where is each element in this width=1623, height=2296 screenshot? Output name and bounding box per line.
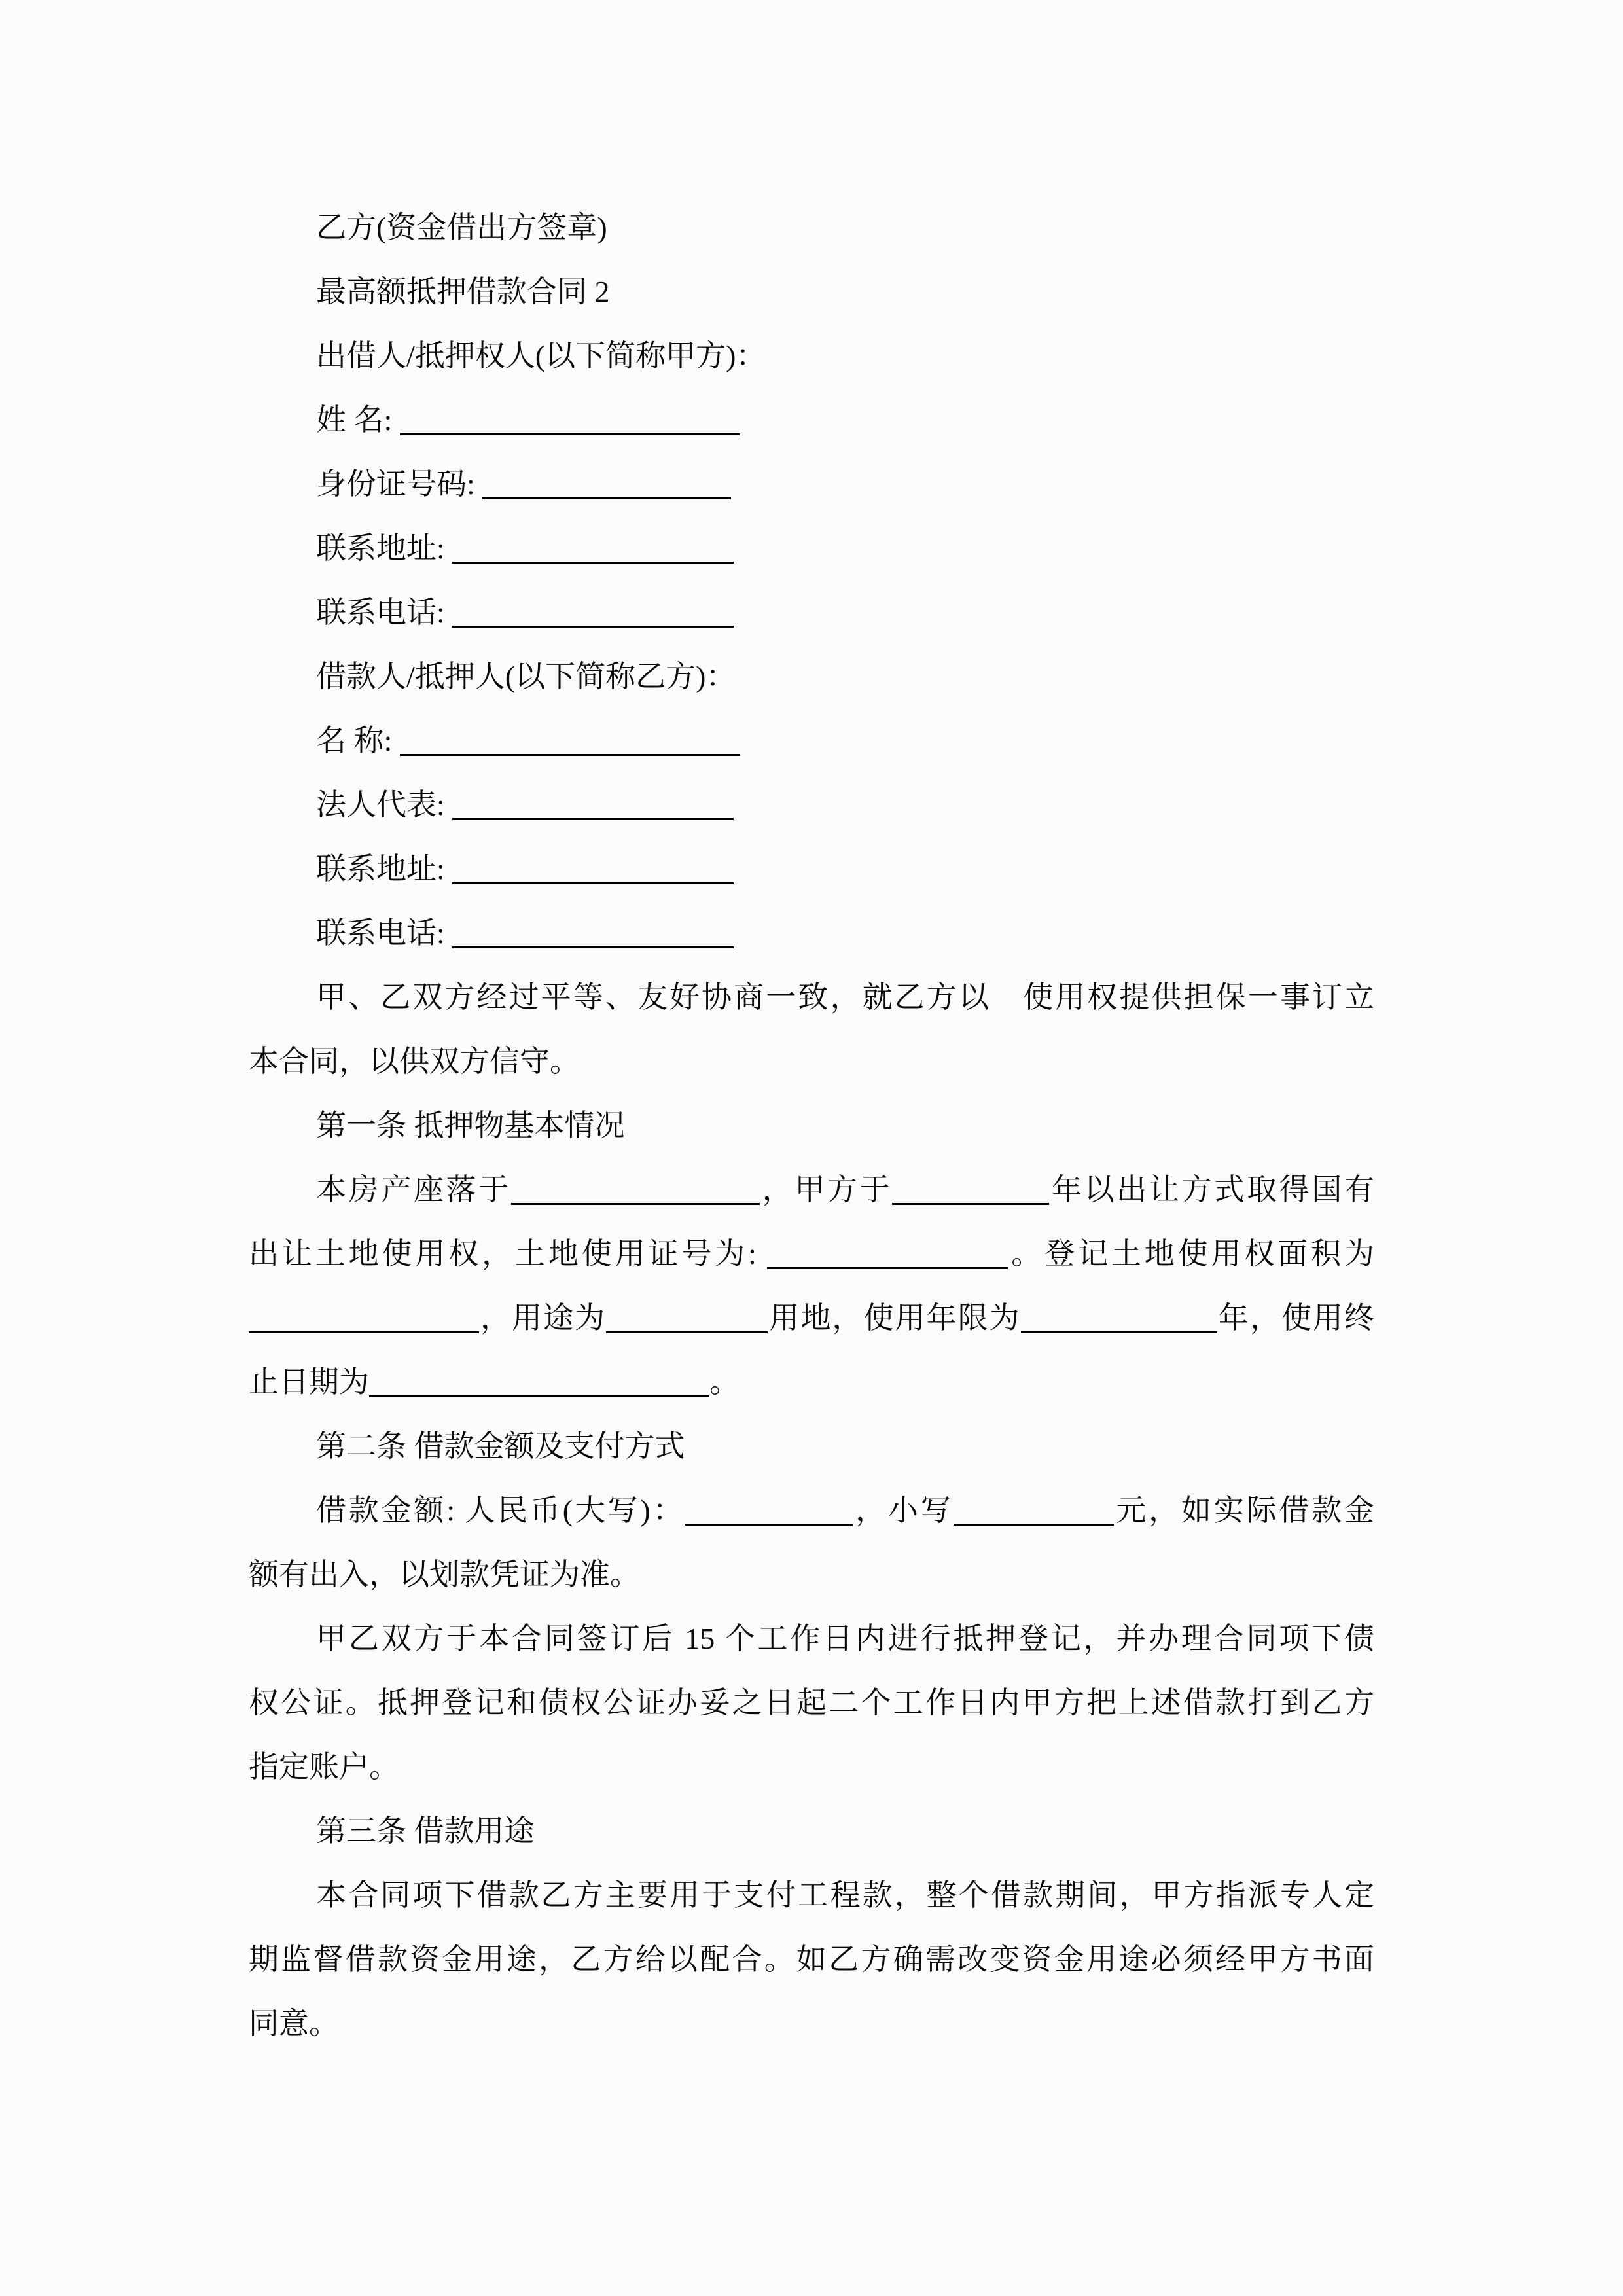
blank-underline-field: [369, 1363, 709, 1397]
blank-underline-field: [452, 529, 734, 564]
text-run: 期监督借款资金用途，乙方给以配合。如乙方确需改变资金用途必须经甲方书面: [249, 1943, 1374, 1976]
document-line: [249, 196, 1374, 260]
document-line: [249, 1350, 1374, 1414]
document-line: [249, 965, 1374, 1030]
document-line: [249, 645, 1374, 709]
document-line: [249, 837, 1374, 901]
text-run: 姓 名:: [316, 403, 400, 437]
document-line: [249, 1671, 1374, 1735]
text-run: 年以出让方式取得国有: [1049, 1173, 1375, 1206]
blank-underline-field: [452, 914, 734, 948]
text-run: 出借人/抵押权人(以下简称甲方)：: [316, 339, 766, 372]
blank-underline-field: [685, 1491, 853, 1526]
document-line: [249, 1158, 1374, 1222]
document-line: [249, 1607, 1374, 1671]
document-line: [249, 1030, 1374, 1094]
document-line: [249, 1543, 1374, 1607]
document-line: [249, 260, 1374, 324]
text-run: 联系地址:: [316, 531, 453, 565]
text-run: 出让土地使用权，土地使用证号为:: [249, 1237, 768, 1270]
text-run: 第一条 抵押物基本情况: [316, 1109, 625, 1142]
text-run: 指定账户。: [249, 1750, 399, 1784]
text-run: 甲乙双方于本合同签订后 15 个工作日内进行抵押登记，并办理合同项下债: [316, 1622, 1374, 1655]
text-run: 借款金额: 人民币(大写)：: [316, 1494, 686, 1527]
document-line: [249, 324, 1374, 388]
contract-document: [249, 196, 1374, 2056]
text-run: 联系电话:: [316, 596, 453, 629]
text-run: 乙方(资金借出方签章): [316, 211, 607, 244]
text-run: ，小写: [853, 1494, 954, 1527]
text-run: 用地，使用年限为: [768, 1301, 1021, 1335]
text-run: 权公证。抵押登记和债权公证办妥之日起二个工作日内甲方把上述借款打到乙方: [249, 1686, 1374, 1719]
blank-underline-field: [767, 1234, 1008, 1269]
blank-underline-field: [892, 1170, 1049, 1205]
document-line: [249, 901, 1374, 965]
document-line: [249, 1992, 1374, 2056]
document-line: [249, 709, 1374, 773]
text-run: 额有出入，以划款凭证为准。: [249, 1558, 640, 1591]
text-run: 元，如实际借款金: [1113, 1494, 1375, 1527]
blank-underline-field: [400, 721, 740, 756]
text-run: 身份证号码:: [316, 467, 483, 501]
document-line: [249, 1799, 1374, 1863]
text-run: 本合同项下借款乙方主要用于支付工程款，整个借款期间，甲方指派专人定: [316, 1878, 1374, 1912]
text-run: 同意。: [249, 2007, 339, 2040]
text-run: ，用途为: [479, 1301, 607, 1335]
text-run: 止日期为: [249, 1365, 369, 1399]
blank-underline-field: [452, 593, 734, 628]
text-run: 联系地址:: [316, 852, 453, 886]
text-run: 名 称:: [316, 724, 400, 757]
document-line: [249, 1286, 1374, 1350]
text-run: 联系电话:: [316, 916, 453, 950]
blank-underline-field: [511, 1170, 760, 1205]
document-line: [249, 581, 1374, 645]
text-run: 法人代表:: [316, 788, 453, 821]
blank-underline-field: [452, 850, 734, 884]
text-run: 本房产座落于: [316, 1173, 511, 1206]
document-line: [249, 1479, 1374, 1543]
document-line: [249, 388, 1374, 452]
text-run: 。登记土地使用权面积为: [1008, 1237, 1375, 1270]
text-run: 本合同，以供双方信守。: [249, 1045, 580, 1078]
document-line: [249, 1928, 1374, 1992]
document-line: [249, 516, 1374, 581]
text-run: 借款人/抵押人(以下简称乙方)：: [316, 660, 736, 693]
text-run: ，甲方于: [760, 1173, 893, 1206]
document-line: [249, 1094, 1374, 1158]
blank-underline-field: [1021, 1299, 1217, 1333]
text-run: 年，使用终: [1217, 1301, 1375, 1335]
blank-underline-field: [954, 1491, 1114, 1526]
text-run: 。: [709, 1365, 740, 1399]
document-line: [249, 773, 1374, 837]
document-line: [249, 452, 1374, 516]
text-run: 第三条 借款用途: [316, 1814, 535, 1848]
blank-underline-field: [249, 1299, 479, 1333]
document-line: [249, 1863, 1374, 1928]
blank-underline-field: [452, 785, 734, 820]
text-run: 第二条 借款金额及支付方式: [316, 1429, 685, 1463]
blank-underline-field: [400, 401, 740, 435]
document-line: [249, 1735, 1374, 1799]
document-line: [249, 1222, 1374, 1286]
text-run: 甲、乙双方经过平等、友好协商一致，就乙方以 使用权提供担保一事订立: [316, 980, 1374, 1014]
text-run: 最高额抵押借款合同 2: [316, 275, 610, 308]
blank-underline-field: [482, 465, 731, 499]
blank-underline-field: [606, 1299, 768, 1333]
document-line: [249, 1414, 1374, 1479]
